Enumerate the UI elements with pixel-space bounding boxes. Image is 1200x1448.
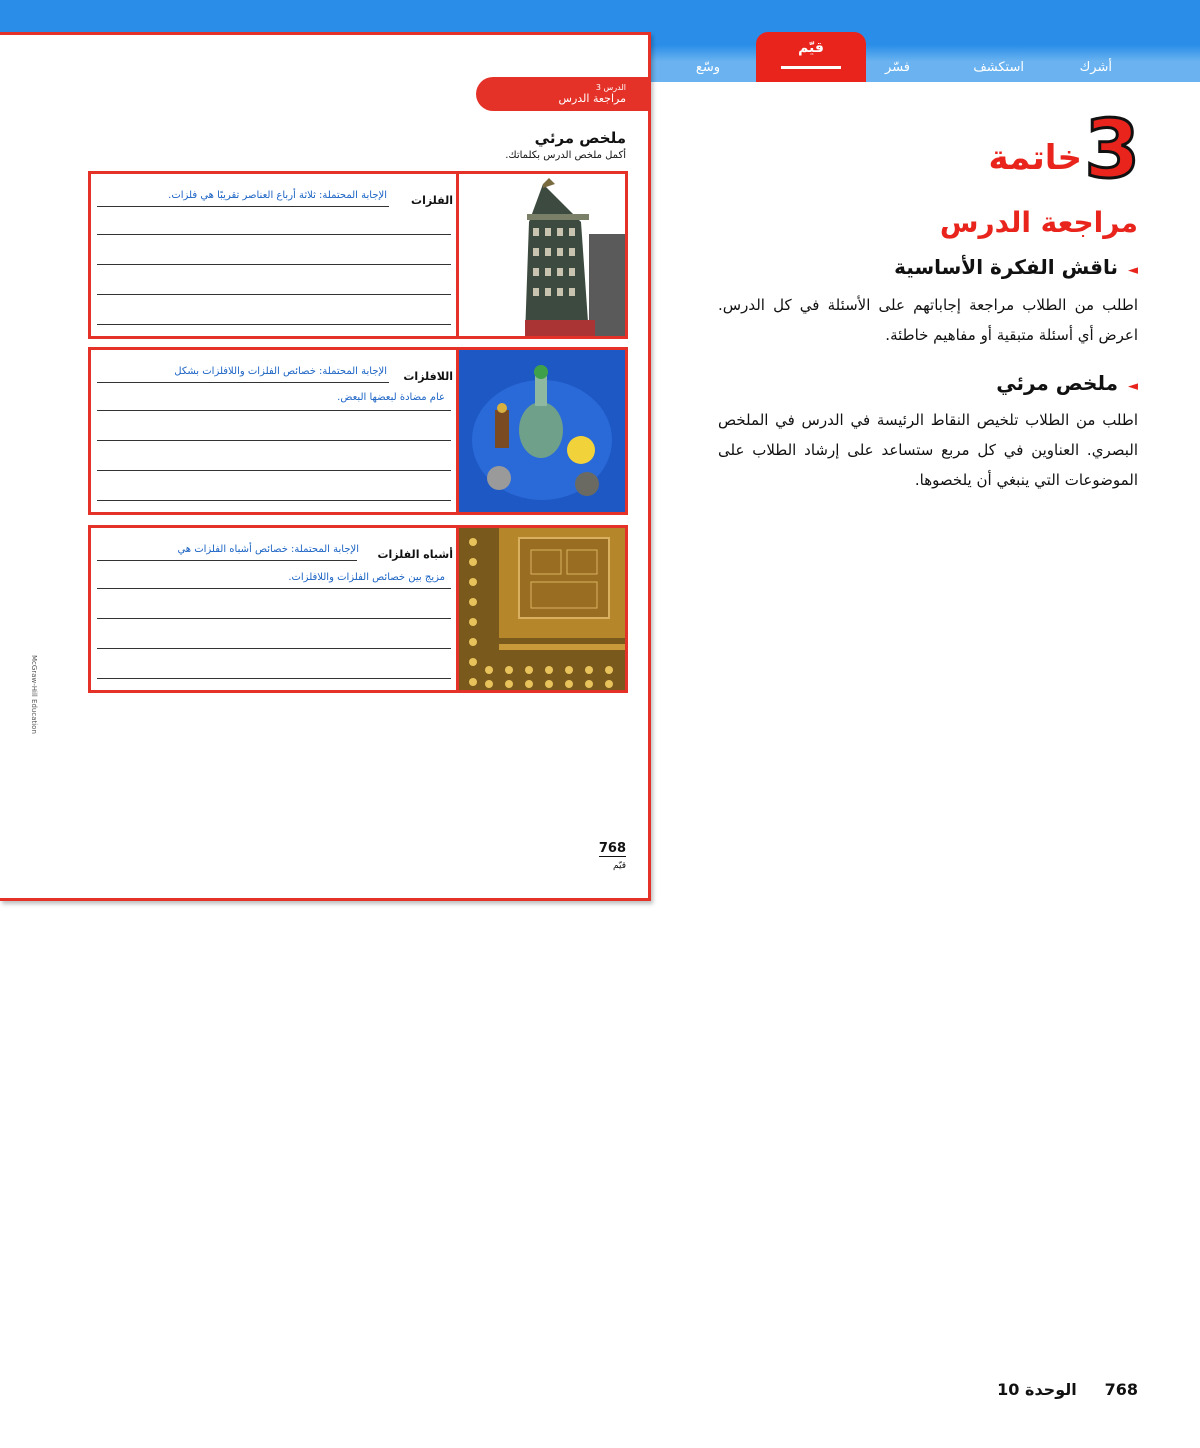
microchip-photo — [456, 528, 625, 690]
section-heading-discuss — [894, 255, 1138, 279]
nonmetal-samples-photo — [456, 350, 625, 512]
write-line — [97, 618, 451, 619]
answer-line: الإجابة المحتملة: خصائص أشباه الفلزات هي — [177, 544, 359, 555]
heading-text: ملخص مرئي — [996, 371, 1118, 395]
section-heading-visual-summary — [996, 371, 1138, 395]
arrow-icon: ◄ — [1128, 263, 1138, 278]
section-text-visual-summary: اطلب من الطلاب تلخيص النقاط الرئيسة في الدرس في الملخص البصري. العناوين في كل مربع ستساعد على إرشاد الطلاب على الموضوعات التي ينبغي أن يلخصوها. — [718, 411, 1138, 489]
footer-unit: الوحدة 10 — [997, 1380, 1077, 1399]
section-text-discuss: اطلب من الطلاب مراجعة إجاباتهم على الأسئلة في كل الدرس. اعرض أي أسئلة متبقية أو مفاهيم خاطئة. — [718, 296, 1138, 344]
tab-explore[interactable]: استكشف — [973, 60, 1024, 75]
chapter-number: 3 — [1084, 103, 1140, 196]
answer-line: مزيج بين خصائص الفلزات واللافلزات. — [288, 572, 445, 583]
lesson-title: مراجعة الدرس — [558, 92, 626, 105]
visual-summary-instruction: أكمل ملخص الدرس بكلماتك. — [505, 150, 626, 161]
tab-evaluate-label: قيّم — [781, 26, 841, 69]
lesson-tag — [476, 77, 648, 111]
write-line — [97, 382, 389, 383]
summary-card-nonmetals — [88, 347, 628, 515]
student-page-thumbnail — [0, 32, 651, 901]
write-line — [97, 500, 451, 501]
tab-explain[interactable]: فسّر — [885, 60, 910, 75]
write-line — [97, 440, 451, 441]
thumb-page-section: قيّم — [612, 861, 626, 871]
building-photo — [456, 174, 625, 336]
lesson-tabs — [655, 40, 1200, 82]
answer-line: الإجابة المحتملة: ثلاثة أرباع العناصر تقريبًا هي فلزات. — [168, 190, 387, 201]
page-footer — [997, 1380, 1138, 1399]
chapter-label: خاتمة — [988, 138, 1082, 178]
answer-line: عام مضادة لبعضها البعض. — [337, 392, 445, 403]
thumb-page-number: 768 — [598, 841, 626, 856]
card-label: أشباه الفلزات — [377, 548, 453, 561]
write-line — [97, 234, 451, 235]
page-title: مراجعة الدرس — [939, 206, 1138, 239]
answer-line: الإجابة المحتملة: خصائص الفلزات واللافلزات بشكل — [174, 366, 387, 377]
write-line — [97, 678, 451, 679]
arrow-icon: ◄ — [1128, 379, 1138, 394]
write-line — [97, 648, 451, 649]
write-line — [97, 206, 389, 207]
credit-text: McGraw-Hill Education — [30, 655, 38, 734]
write-line — [97, 264, 451, 265]
tab-extend[interactable]: وسّع — [695, 60, 720, 75]
write-line — [97, 294, 451, 295]
copyright-credit — [28, 655, 40, 885]
write-line — [97, 470, 451, 471]
tab-engage[interactable]: أشرك — [1079, 60, 1112, 75]
write-line — [97, 560, 357, 561]
tab-evaluate[interactable] — [756, 32, 866, 82]
footer-page-number: 768 — [1104, 1380, 1138, 1399]
write-line — [97, 324, 451, 325]
write-line — [97, 588, 451, 589]
heading-text: ناقش الفكرة الأساسية — [894, 255, 1118, 279]
write-line — [97, 410, 451, 411]
summary-card-metals — [88, 171, 628, 339]
card-label: الفلزات — [411, 194, 453, 207]
visual-summary-title: ملخص مرئي — [534, 129, 626, 147]
card-label: اللافلزات — [403, 370, 453, 383]
summary-card-metalloids — [88, 525, 628, 693]
lesson-label: الدرس 3 — [595, 83, 626, 92]
